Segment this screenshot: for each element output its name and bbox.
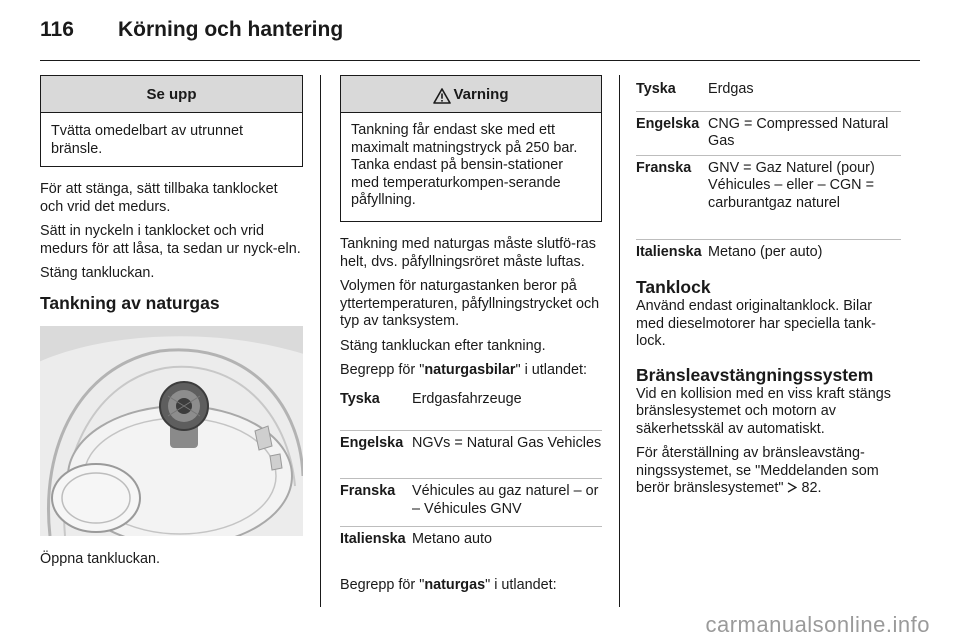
heading-fuel-cap: Tanklock — [636, 277, 711, 297]
column-divider-2 — [619, 75, 620, 607]
figure-caption: Öppna tankluckan. — [40, 550, 161, 567]
page-reference-arrow-icon — [787, 482, 797, 493]
terms-vehicles-suffix: " i utlandet: — [515, 362, 587, 378]
table-cell-language: Italienska — [340, 527, 412, 553]
warning-box — [340, 75, 602, 222]
table-cell-term: Erdgasfahrzeuge — [412, 390, 522, 407]
heading-natural-gas-refuel: Tankning av naturgas — [40, 292, 220, 313]
caution-box-text: Tvätta omedelbart av utrunnet bränsle. — [51, 123, 243, 157]
table-cell-language: Engelska — [636, 111, 708, 155]
warning-box-header — [341, 76, 601, 113]
page-header — [40, 18, 343, 48]
table-cell-language: Engelska — [340, 431, 412, 479]
table-cell-language: Franska — [636, 155, 708, 239]
table-cell-language: Franska — [340, 479, 412, 527]
table-cell-term: Véhicules au gaz naturel – or – Véhicules GNV — [412, 479, 602, 527]
table-row — [636, 155, 901, 239]
table-row — [636, 239, 901, 263]
terms-gas-suffix: " i utlandet: — [485, 576, 557, 593]
terms-gas-prefix: Begrepp för " — [340, 576, 425, 593]
table-cell-term: CNG = Compressed Natural Gas — [708, 111, 901, 155]
paragraph-close-after: Stäng tankluckan efter tankning. — [340, 337, 546, 354]
table-row — [340, 527, 602, 553]
table-row — [340, 391, 602, 431]
reset-cutoff-page-ref[interactable]: 82. — [801, 480, 822, 496]
table-row — [340, 431, 602, 479]
terms-vehicles-prefix: Begrepp för " — [340, 362, 425, 378]
table-cell-language: Italienska — [636, 239, 708, 263]
table-cell-language: Tyska — [340, 390, 380, 407]
paragraph-close-flap: Stäng tankluckan. — [40, 265, 155, 281]
terms-vehicles-word: naturgasbilar — [424, 362, 516, 378]
column-2 — [340, 75, 602, 601]
paragraph-close-cap: För att stänga, sätt tillbaka tanklocket och vrid det medurs. — [40, 181, 278, 215]
section-title: Körning och hantering — [118, 18, 344, 41]
column-1 — [40, 75, 303, 575]
paragraph-original-cap: Använd endast originaltanklock. Bilar med dieselmotorer har speciella tank-lock. — [636, 298, 876, 349]
paragraph-lock-cap: Sätt in nyckeln i tanklocket och vrid medurs för att låsa, ta sedan ur nyck-eln. — [40, 223, 301, 257]
terms-gas-word: naturgas — [424, 576, 486, 593]
table-cell-language: Tyska — [636, 81, 676, 97]
fuel-filler-figure — [40, 326, 303, 536]
table-cell-term: NGVs = Natural Gas Vehicles — [412, 431, 602, 479]
page-number: 116 — [40, 18, 74, 41]
table-cell-term: Metano auto — [412, 527, 602, 553]
table-row — [636, 111, 901, 155]
watermark: carmanualsonline.info — [705, 612, 930, 637]
table-cell-term: Metano (per auto) — [708, 239, 901, 263]
warning-box-text: Tankning får endast ske med ett maximalt matningstryck på 250 bar. Tanka endast på bensin-stationer med temperaturkompen-serande påfyllning. — [351, 122, 578, 208]
table-row — [636, 81, 901, 111]
gas-terms-table — [636, 81, 901, 263]
paragraph-refuel-complete: Tankning med naturgas måste slutfö-ras helt, dvs. påfyllningsröret måste luftas. — [340, 236, 596, 270]
heading-fuel-cutoff: Bränsleavstängningssystem — [636, 364, 874, 385]
table-cell-term: GNV = Gaz Naturel (pour) Véhicules – eller – CGN = carburantgaz naturel — [708, 155, 901, 239]
warning-box-title: Varning — [453, 85, 509, 103]
reset-cutoff-text: För återställning av bränsleavstäng-ningssystemet, se "Meddelanden som berör bränslesystemet" — [636, 445, 879, 496]
warning-triangle-icon — [433, 88, 451, 104]
table-cell-term: Erdgas — [708, 81, 754, 97]
header-rule — [40, 60, 920, 61]
table-row — [340, 479, 602, 527]
vehicle-terms-table — [340, 391, 602, 553]
fuel-filler-illustration — [40, 326, 303, 536]
caution-box-title: Se upp — [41, 76, 302, 113]
paragraph-tank-volume: Volymen för naturgastanken beror på yttertemperaturen, påfyllningstrycket och typ av tanksystem. — [340, 278, 600, 329]
paragraph-reset-cutoff — [636, 445, 901, 498]
paragraph-terms-vehicles — [340, 362, 602, 380]
paragraph-collision-cutoff: Vid en kollision med en viss kraft stängs bränslesystemet och motorn av säkerhetsskäl av automatiskt. — [636, 385, 891, 437]
column-divider-1 — [320, 75, 321, 607]
paragraph-terms-gas — [340, 577, 602, 595]
column-3 — [636, 75, 901, 505]
caution-box — [40, 75, 303, 167]
